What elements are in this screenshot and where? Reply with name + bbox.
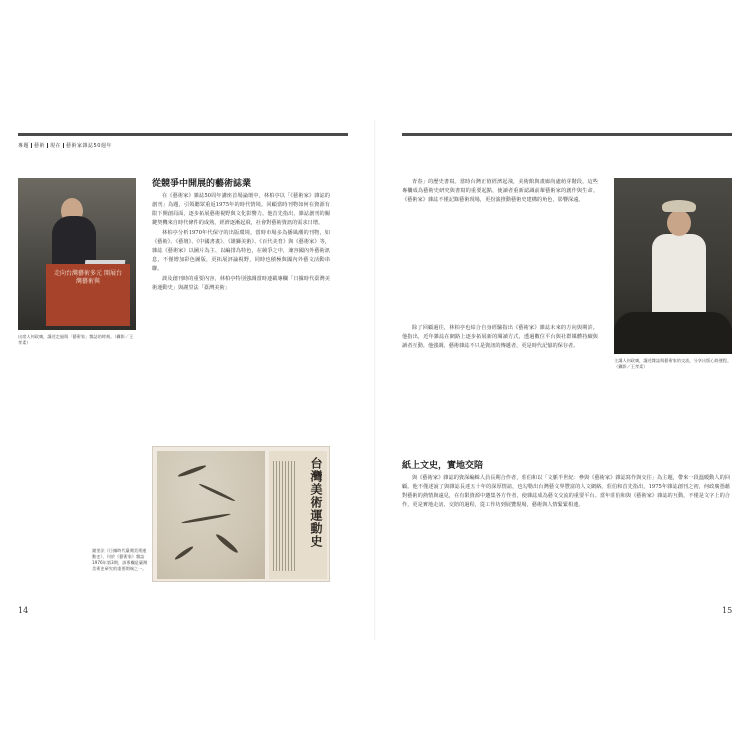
audience — [614, 312, 732, 354]
section-title: 紙上文史，實地交陪 — [402, 461, 484, 471]
body-text-right-mid: 除了回顧過往，林柏亭也結合自身經驗指出《藝術家》雜誌未來的方向與期許。他指出，近年雜誌在網路上逐步拓展新的閱讀方式，透過數位平台與社群媒體持續與讀者互動。他強調，藝術雜誌不只是資訊的傳遞者，更是時代記憶的保存者。 — [402, 325, 598, 349]
hat-caption: 主講人何政廣，講述雜誌與藝術家的交流，分享出版心路歷程。（攝影／王孝柔） — [614, 358, 732, 369]
body-text-right-bottom: 與《藝術家》雜誌的資深編輯人員長期合作者，莊伯和以「文脈半世紀：參與《藝術家》雜誌寫作與交往」為主題，帶來一段溫暖動人的回顧。他不僅述說了與雜誌長達五十年的深厚情誼，也勾勒出台灣藝文界豐富的人文網絡。莊伯和首先指出，1975年雜誌創刊之初，何政廣憑藉對藝術的熱情與遠見，在有限資源中邀集各方作者，使雜誌成為藝文交流的重要平台。當年莊伯和與《藝術家》雜誌的互動，不僅是文字上的合作，更是實地走訪、交陪的過程，從工作坊到展覽現場，藝術與人情緊緊相連。 — [402, 475, 730, 508]
newspaper-title: 台灣美術運動史 — [309, 457, 323, 548]
running-head — [18, 142, 112, 149]
page-fold — [374, 120, 376, 640]
newspaper-clipping — [269, 451, 327, 579]
speaker-caption: 出席人何政廣，講述走過與「藝術家」雜誌的時刻。（攝影／王孝柔） — [18, 334, 134, 345]
running-head-item: 藝術 — [34, 143, 46, 149]
page-number-right: 15 — [722, 606, 733, 615]
ink-painting — [157, 451, 265, 579]
scroll-caption: 謝里法《日據時代臺灣美術運動史》，刊於《藝術家》雜誌1976年第3期，該專欄是臺灣美術史研究的重要開端之一。 — [92, 548, 148, 571]
top-rule-right — [402, 133, 732, 136]
hat-speaker-photo — [614, 178, 732, 354]
newspaper-text-lines — [273, 461, 297, 571]
page-number-left: 14 — [18, 606, 29, 615]
speaker-hat — [662, 200, 696, 212]
section-title: 從競爭中開展的藝術誌業 — [152, 179, 252, 189]
running-head-item: 藝術家雜誌50週年 — [66, 143, 112, 149]
paragraph: 在《藝術家》雜誌50周年講座首場論壇中，林柏亭以「《藝術家》雜誌的創刊」為題，引領聽眾重返1975年的時代情境。回顧當時刊物如何在資源有限下開創局面，逐步拓展藝術視野與文化影響力。他首先指出，雜誌創刊的關鍵契機來自時代條件的成熟，經濟逐漸起飛，社會對藝術資訊的需求日增。 — [152, 193, 330, 226]
top-rule-left — [18, 133, 348, 136]
running-head-item: 現在 — [50, 143, 62, 149]
speaker-shirt — [652, 234, 706, 324]
body-text-right-top: 青春」的歷史書寫。當時台灣正值經濟起飛，美術館與畫廊尚處萌芽階段，這些專欄成為藝術史研究與書寫的重要起點，使讀者重新認識前輩藝術家的創作與生命。《藝術家》雜誌不僅記錄藝術現場，更扮演推動藝術史建構的角色，影響深遠。 — [402, 179, 598, 203]
body-text-left — [152, 192, 330, 440]
event-banner: 走向台灣藝術多元 開展台灣藝術與 — [46, 264, 130, 326]
running-head-item: 專題 — [18, 143, 30, 149]
scroll-photo — [152, 446, 330, 582]
speaker-photo — [18, 178, 136, 330]
speaker-face — [667, 210, 691, 236]
paragraph: 談及創刊時的重要內容，林柏亭特別強調當時連載專欄「日據時代臺灣美術運動史」與謝里法「臺灣美術」 — [152, 276, 330, 291]
paragraph: 林柏亭分析1970年代保守的出版環境，當時市場多為播風潮的刊物，如《藝術》、《藝壇》、《中國書畫》、《雄獅美術》、《百代美育》與《藝術家》等，雜誌《藝術家》以圖片為主、以編排為特色，在競爭之中，兼容國內外藝術訊息，不僅增加彩色圖版，更拓展評論視野，同時也積極與國內外藝文活動串聯。 — [152, 230, 330, 272]
